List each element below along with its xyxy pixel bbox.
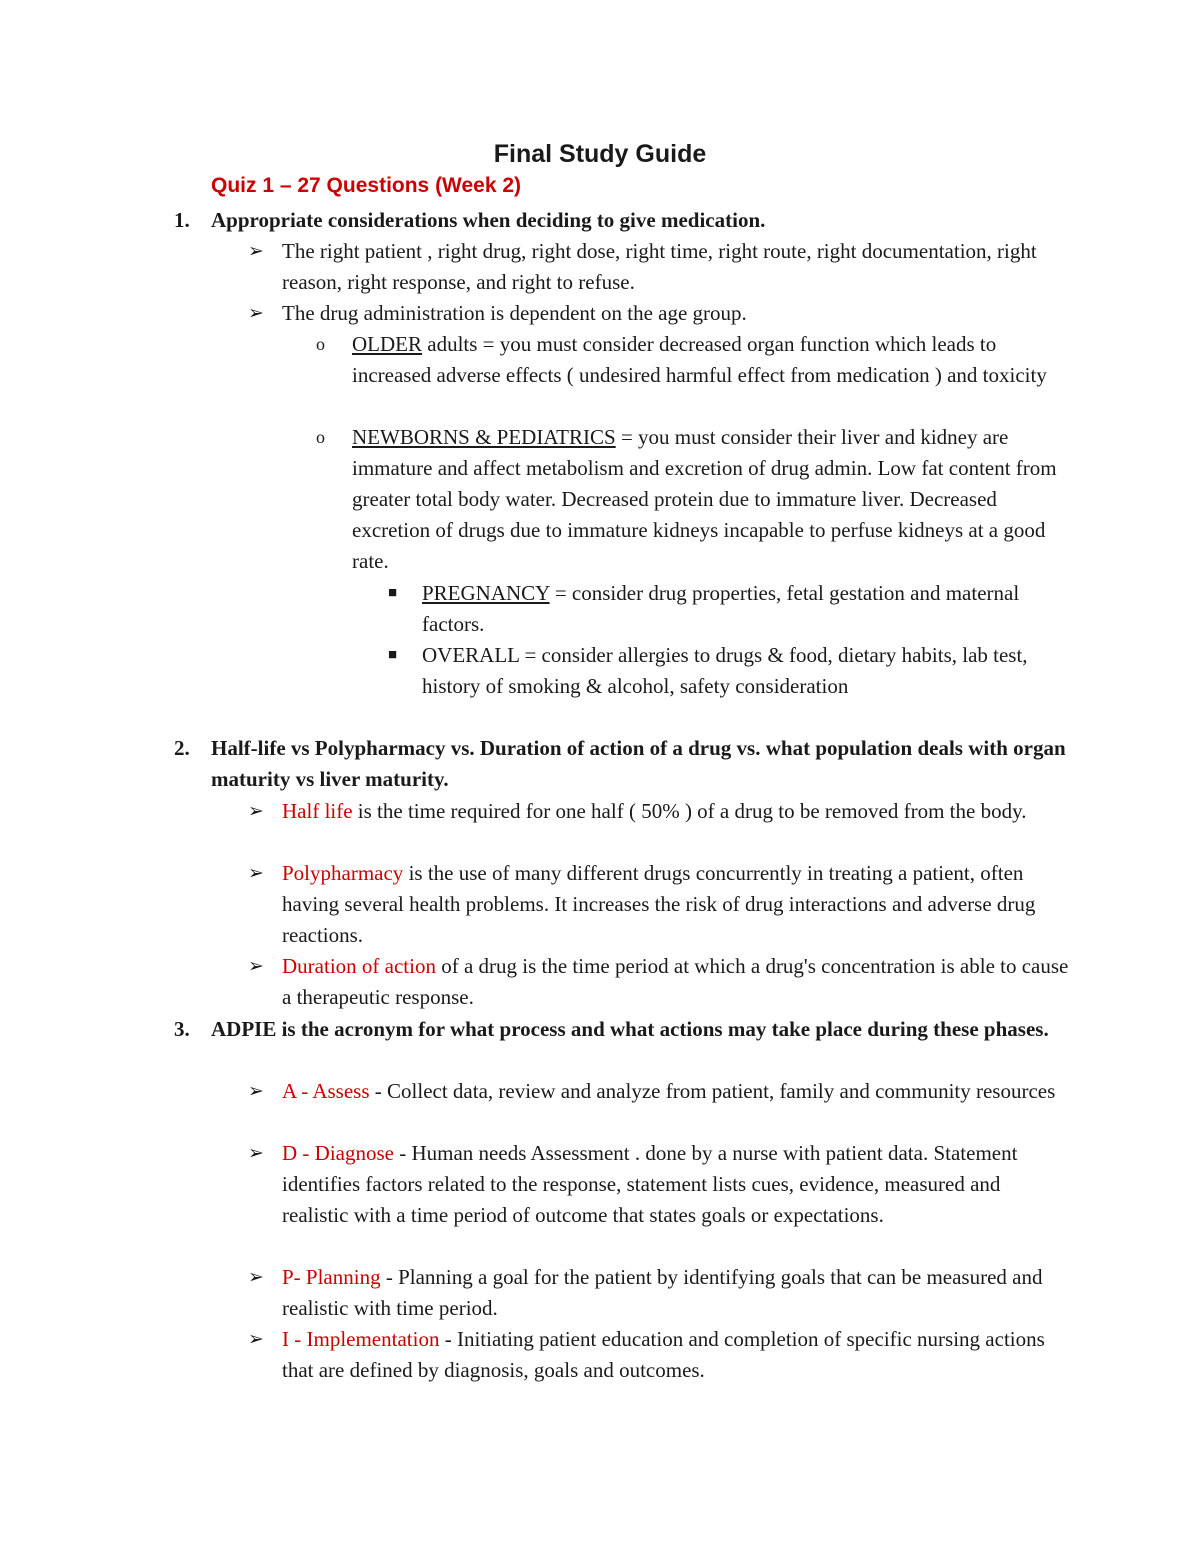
item-term: I - Implementation <box>282 1327 440 1351</box>
item-term: Polypharmacy <box>282 861 404 885</box>
circle-bullet-icon: o <box>316 427 325 447</box>
item-term: D - Diagnose <box>282 1141 394 1165</box>
list-item <box>248 236 1072 298</box>
list-item <box>388 578 1072 640</box>
item-text: - Human needs Assessment . done by a nurse with patient data. Statement identifies factors related to the response, statement lists cues, evidence, measured and realistic with a time period of outcome that states goals or expectations. <box>282 1141 1018 1227</box>
question-text: Half-life vs Polypharmacy vs. Duration of action of a drug vs. what population deals with organ maturity vs liver maturity. <box>211 736 1066 791</box>
list-item <box>316 329 1072 391</box>
item-term: Duration of action <box>282 954 436 978</box>
arrow-bullet-icon: ➢ <box>248 1329 264 1350</box>
arrow-bullet-icon: ➢ <box>248 801 264 822</box>
list-item <box>248 1324 1072 1386</box>
item-text: of a drug is the time period at which a drug's concentration is able to cause a therapeutic response. <box>282 954 1069 1009</box>
question-3 <box>174 1014 1061 1045</box>
list-item <box>248 1076 1072 1107</box>
item-text: is the use of many different drugs concurrently in treating a patient, often having several health problems. It increases the risk of drug interactions and adverse drug reactions. <box>282 861 1036 947</box>
arrow-bullet-icon: ➢ <box>248 303 264 324</box>
item-text: adults = you must consider decreased organ function which leads to increased adverse effects ( undesired harmful effect from medication ) and toxicity <box>352 332 1047 387</box>
item-term: PREGNANCY <box>422 581 550 605</box>
arrow-bullet-icon: ➢ <box>248 1081 264 1102</box>
item-term: NEWBORNS & PEDIATRICS <box>352 425 616 449</box>
list-item <box>248 1138 1072 1231</box>
question-number: 2. <box>174 736 190 760</box>
square-bullet-icon: ■ <box>388 647 398 663</box>
item-text: The right patient , right drug, right dose, right time, right route, right documentation, right reason, right response, and right to refuse. <box>282 239 1037 294</box>
page-title: Final Study Guide <box>493 140 707 168</box>
list-item <box>248 796 1072 827</box>
question-2 <box>174 733 1081 795</box>
question-number: 1. <box>174 208 190 232</box>
question-text: Appropriate considerations when deciding to give medication. <box>211 208 766 232</box>
question-number: 3. <box>174 1017 190 1041</box>
item-text: - Collect data, review and analyze from patient, family and community resources <box>369 1079 1056 1103</box>
list-item <box>248 298 1072 329</box>
list-item <box>316 422 1072 577</box>
question-1 <box>174 205 1091 236</box>
question-text: ADPIE is the acronym for what process and what actions may take place during these phases. <box>211 1017 1049 1041</box>
list-item <box>248 858 1072 951</box>
item-text: - Initiating patient education and completion of specific nursing actions that are defined by diagnosis, goals and outcomes. <box>282 1327 1045 1382</box>
arrow-bullet-icon: ➢ <box>248 241 264 262</box>
item-term: A - Assess <box>282 1079 370 1103</box>
arrow-bullet-icon: ➢ <box>248 1143 264 1164</box>
item-text: = consider drug properties, fetal gestation and maternal factors. <box>422 581 1020 636</box>
circle-bullet-icon: o <box>316 334 325 354</box>
item-term: OLDER <box>352 332 422 356</box>
item-term: Half life <box>282 799 353 823</box>
list-item <box>248 1262 1072 1324</box>
arrow-bullet-icon: ➢ <box>248 863 264 884</box>
item-text: The drug administration is dependent on the age group. <box>282 301 747 325</box>
list-item <box>248 951 1072 1013</box>
item-term: P- Planning <box>282 1265 381 1289</box>
list-item <box>388 640 1072 702</box>
item-text: OVERALL = consider allergies to drugs & food, dietary habits, lab test, history of smoking & alcohol, safety consideration <box>422 643 1028 698</box>
item-text: - Planning a goal for the patient by identifying goals that can be measured and realistic with time period. <box>282 1265 1043 1320</box>
arrow-bullet-icon: ➢ <box>248 1267 264 1288</box>
quiz-heading: Quiz 1 – 27 Questions (Week 2) <box>211 174 522 197</box>
item-text: = you must consider their liver and kidney are immature and affect metabolism and excretion of drug admin. Low fat content from greater total body water. Decreased protein due to immature liver. Decreased excretion of drugs due to immature kidneys incapable to perfuse kidneys at a good rate. <box>352 425 1057 573</box>
arrow-bullet-icon: ➢ <box>248 956 264 977</box>
item-text: is the time required for one half ( 50% ) of a drug to be removed from the body. <box>352 799 1027 823</box>
square-bullet-icon: ■ <box>388 585 398 601</box>
